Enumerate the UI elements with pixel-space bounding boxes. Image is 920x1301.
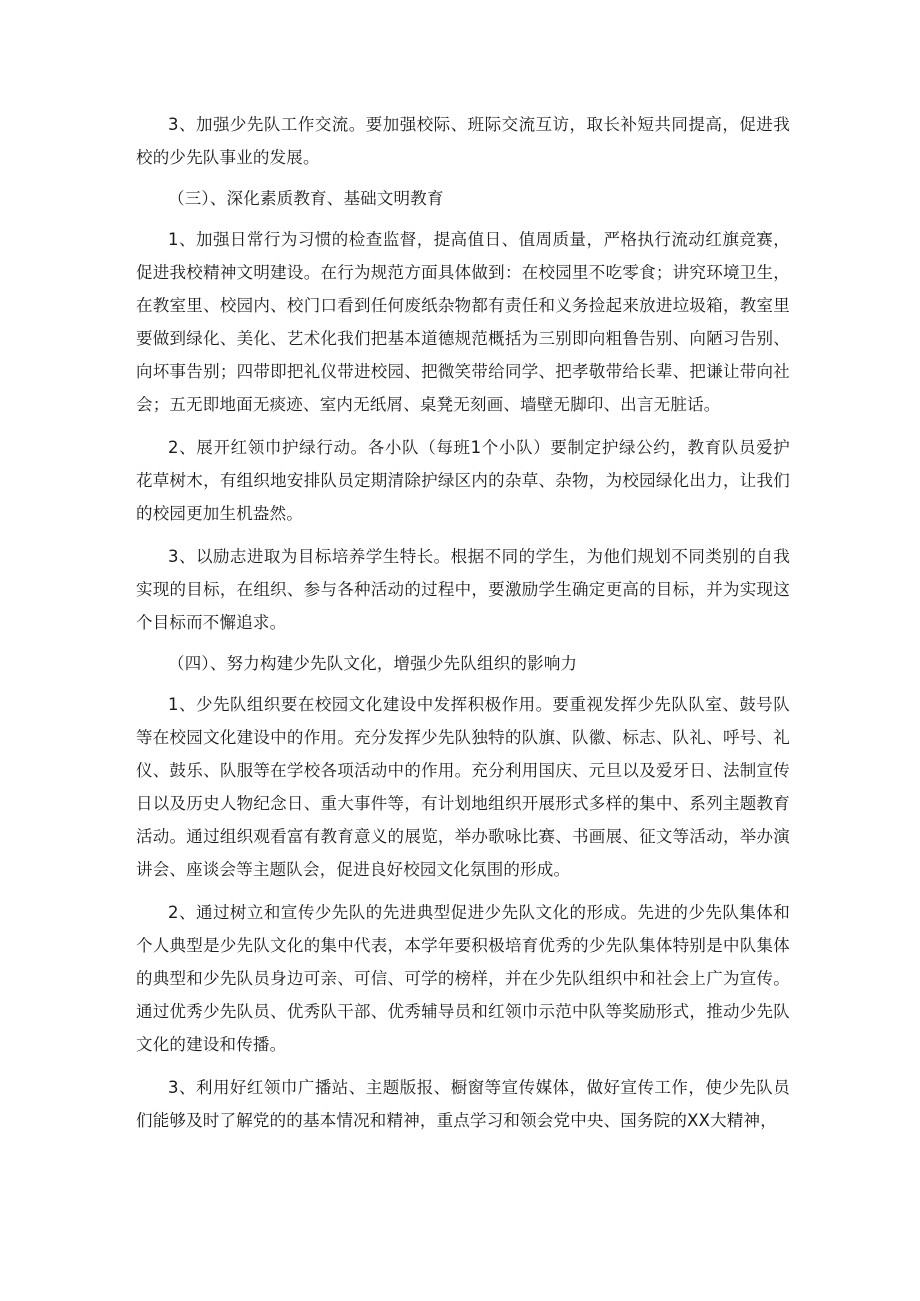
document-body: [136, 108, 790, 1137]
section-heading-3: （三）、深化素质教育、基础文明教育: [168, 189, 444, 208]
paragraph-advanced-models: 2、通过树立和宣传少先队的先进典型促进少先队文化的形成。先进的少先队集体和个人典型是少先队文化的集中代表，本学年要积极培育优秀的少先队集体特别是中队集体的典型和少先队员身边可亲、可信、可学的榜样，并在少先队组织中和社会上广为宣传。通过优秀少先队员、优秀队干部、优秀辅导员和红领巾示范中队等奖励形式，推动少先队文化的建设和传播。: [136, 903, 790, 1054]
paragraph-campus-culture: 1、少先队组织要在校园文化建设中发挥积极作用。要重视发挥少先队队室、鼓号队等在校园文化建设中的作用。充分发挥少先队独特的队旗、队徽、标志、队礼、呼号、礼仪、鼓乐、队服等在学校各项活动中的作用。充分利用国庆、元旦以及爱牙日、法制宣传日以及历史人物纪念日、重大事件等，有计划地组织开展形式多样的集中、系列主题教育活动。通过组织观看富有教育意义的展览，举办歌咏比赛、书画展、征文等活动，举办演讲会、座谈会等主题队会，促进良好校园文化氛围的形成。: [136, 695, 790, 879]
paragraph-daily-behavior: 1、加强日常行为习惯的检查监督，提高值日、值周质量，严格执行流动红旗竞赛，促进我校精神文明建设。在行为规范方面具体做到：在校园里不吃零食；讲究环境卫生，在教室里、校园内、校门口看到任何废纸杂物都有责任和义务捡起来放进垃圾箱，教室里要做到绿化、美化、艺术化我们把基本道德规范概括为三别即向粗鲁告别、向陋习告别、向坏事告别；四带即把礼仪带进校园、把微笑带给同学、把孝敬带给长辈、把谦让带向社会；五无即地面无痰迹、室内无纸屑、桌凳无刻画、墙壁无脚印、出言无脏话。: [136, 230, 790, 414]
paragraph-green-action: 2、展开红领巾护绿行动。各小队（每班1个小队）要制定护绿公约，教育队员爱护花草树木，有组织地安排队员定期清除护绿区内的杂草、杂物，为校园绿化出力，让我们的校园更加生机盎然。: [136, 438, 790, 523]
paragraph-talent-cultivation: 3、以励志进取为目标培养学生特长。根据不同的学生，为他们规划不同类别的自我实现的目标，在组织、参与各种活动的过程中，要激励学生确定更高的目标，并为实现这个目标而不懈追求。: [136, 547, 790, 632]
section-heading-4: （四）、努力构建少先队文化，增强少先队组织的影响力: [168, 654, 578, 673]
paragraph-exchange: 3、加强少先队工作交流。要加强校际、班际交流互访，取长补短共同提高，促进我校的少先队事业的发展。: [136, 115, 790, 167]
paragraph-publicity: 3、利用好红领巾广播站、主题版报、橱窗等宣传媒体，做好宣传工作，使少先队员们能够及时了解党的的基本情况和精神，重点学习和领会党中央、国务院的XX大精神，: [136, 1078, 790, 1130]
